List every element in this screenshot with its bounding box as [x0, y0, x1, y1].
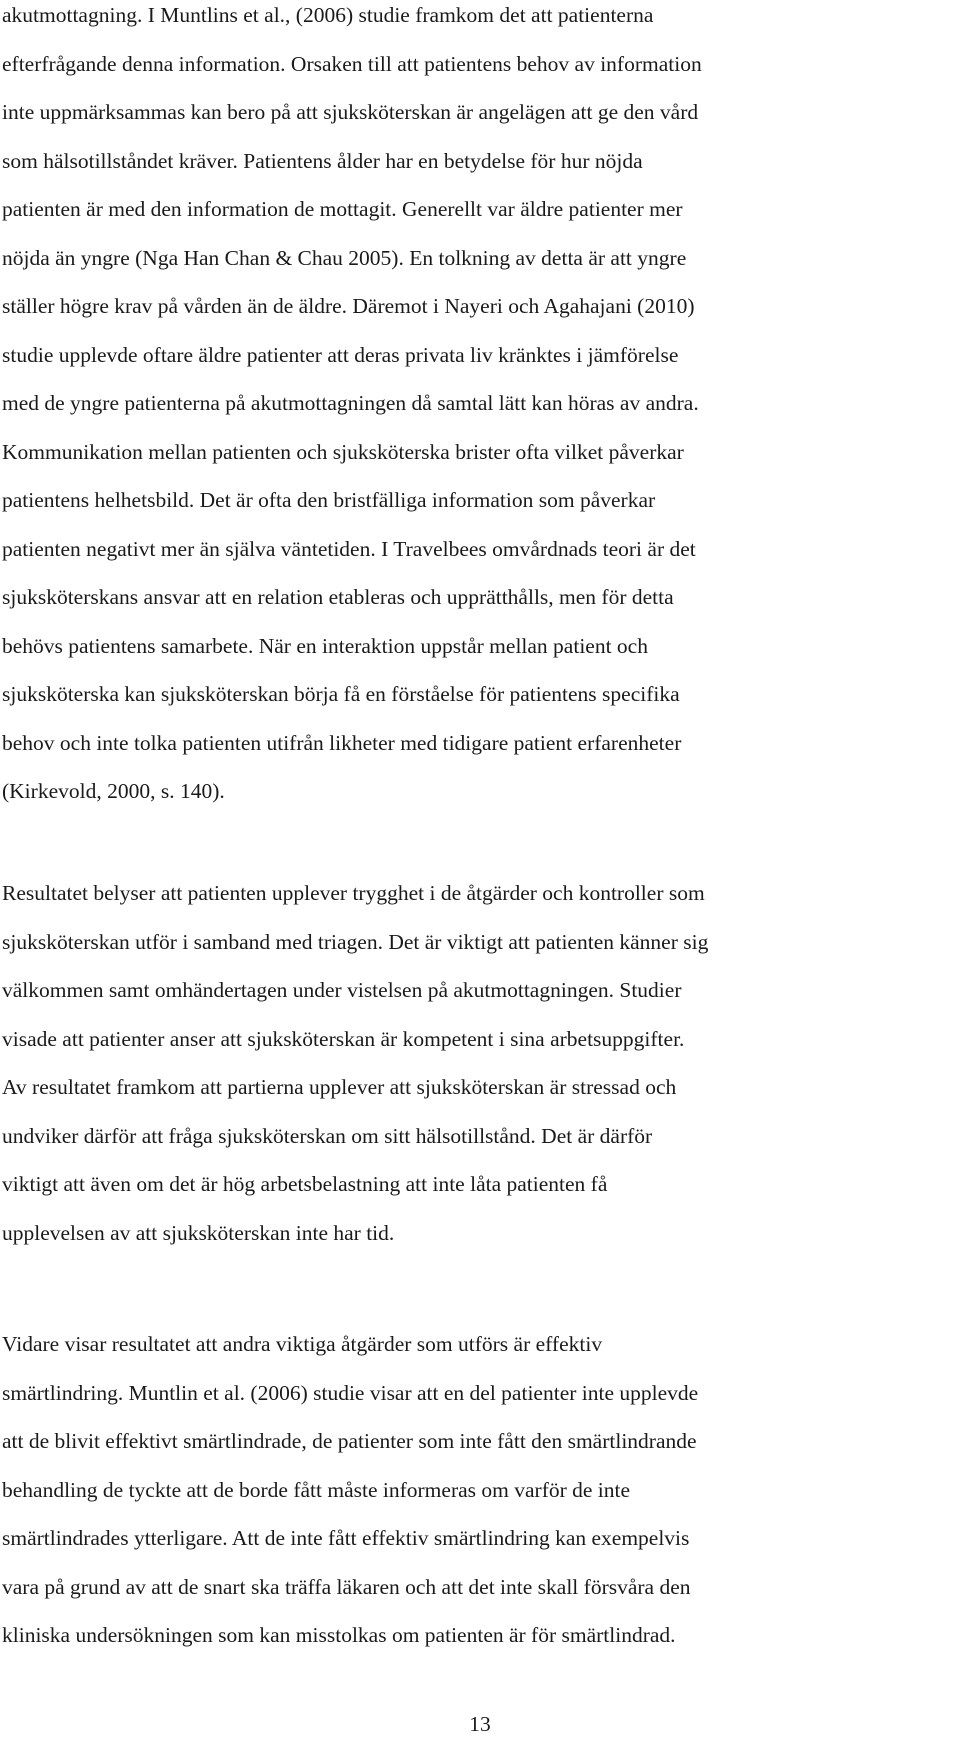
text-line: Av resultatet framkom att partierna upplever att sjuksköterskan är stressad och [2, 1075, 677, 1099]
text-line: sjuksköterska kan sjuksköterskan börja få en förståelse för patientens specifika [2, 682, 680, 706]
text-line: nöjda än yngre (Nga Han Chan & Chau 2005). En tolkning av detta är att yngre [2, 245, 687, 270]
text-line: undviker därför att fråga sjuksköterskan om sitt hälsotillstånd. Det är därför [2, 1123, 653, 1148]
text-line: smärtlindrades ytterligare. Att de inte fått effektiv smärtlindring kan exempelvis [2, 1526, 690, 1550]
text-line: visade att patienter anser att sjuksköterskan är kompetent i sina arbetsuppgifter. [2, 1026, 685, 1051]
text-line: sjuksköterskan utför i samband med triagen. Det är viktigt att patienten känner sig [2, 929, 709, 954]
text-line: (Kirkevold, 2000, s. 140). [2, 779, 225, 803]
text-line: med de yngre patienterna på akutmottagningen då samtal lätt kan höras av andra. [2, 391, 699, 415]
text-line: behov och inte tolka patienten utifrån likheter med tidigare patient erfarenheter [2, 730, 682, 755]
text-line: Kommunikation mellan patienten och sjuksköterska brister ofta vilket påverkar [2, 439, 684, 464]
paragraph-1 [2, 0, 958, 825]
text-line: inte uppmärksammas kan bero på att sjuksköterskan är angelägen att ge den vård [2, 100, 699, 124]
text-line: sjuksköterskans ansvar att en relation etableras och upprätthålls, men för detta [2, 585, 674, 609]
text-line: smärtlindring. Muntlin et al. (2006) studie visar att en del patienter inte upplevde [2, 1380, 699, 1405]
text-line: behandling de tyckte att de borde fått måste informeras om varför de inte [2, 1477, 631, 1502]
text-line: studie upplevde oftare äldre patienter att deras privata liv kränktes i jämförelse [2, 342, 679, 367]
text-line: som hälsotillståndet kräver. Patientens ålder har en betydelse för hur nöjda [2, 148, 643, 173]
text-line: välkommen samt omhändertagen under vistelsen på akutmottagningen. Studier [2, 978, 682, 1002]
page-number: 13 [469, 1712, 491, 1736]
text-line: Vidare visar resultatet att andra viktiga åtgärder som utförs är effektiv [2, 1332, 603, 1356]
text-line: vara på grund av att de snart ska träffa läkaren och att det inte skall försvåra den [2, 1574, 691, 1599]
text-line: akutmottagning. I Muntlins et al., (2006) studie framkom det att patienterna [2, 3, 654, 27]
text-line: upplevelsen av att sjuksköterskan inte har tid. [2, 1220, 395, 1245]
text-line: viktigt att även om det är hög arbetsbelastning att inte låta patienten få [2, 1172, 608, 1196]
text-line: patienten negativt mer än själva väntetiden. I Travelbees omvårdnads teori är det [2, 536, 696, 561]
text-line: kliniska undersökningen som kan misstolkas om patienten är för smärtlindrad. [2, 1623, 676, 1647]
text-line: behövs patientens samarbete. När en interaktion uppstår mellan patient och [2, 633, 648, 658]
text-line: efterfrågande denna information. Orsaken till att patientens behov av information [2, 51, 702, 76]
text-line: Resultatet belyser att patienten upplever trygghet i de åtgärder och kontroller som [2, 881, 705, 905]
paragraph-2 [2, 878, 958, 1266]
text-line: patienten är med den information de mottagit. Generellt var äldre patienter mer [2, 197, 683, 221]
text-line: att de blivit effektivt smärtlindrade, de patienter som inte fått den smärtlindrande [2, 1429, 697, 1453]
paragraph-3 [2, 1329, 958, 1669]
text-line: ställer högre krav på vården än de äldre. Däremot i Nayeri och Agahajani (2010) [2, 294, 695, 318]
text-line: patientens helhetsbild. Det är ofta den bristfälliga information som påverkar [2, 488, 656, 512]
